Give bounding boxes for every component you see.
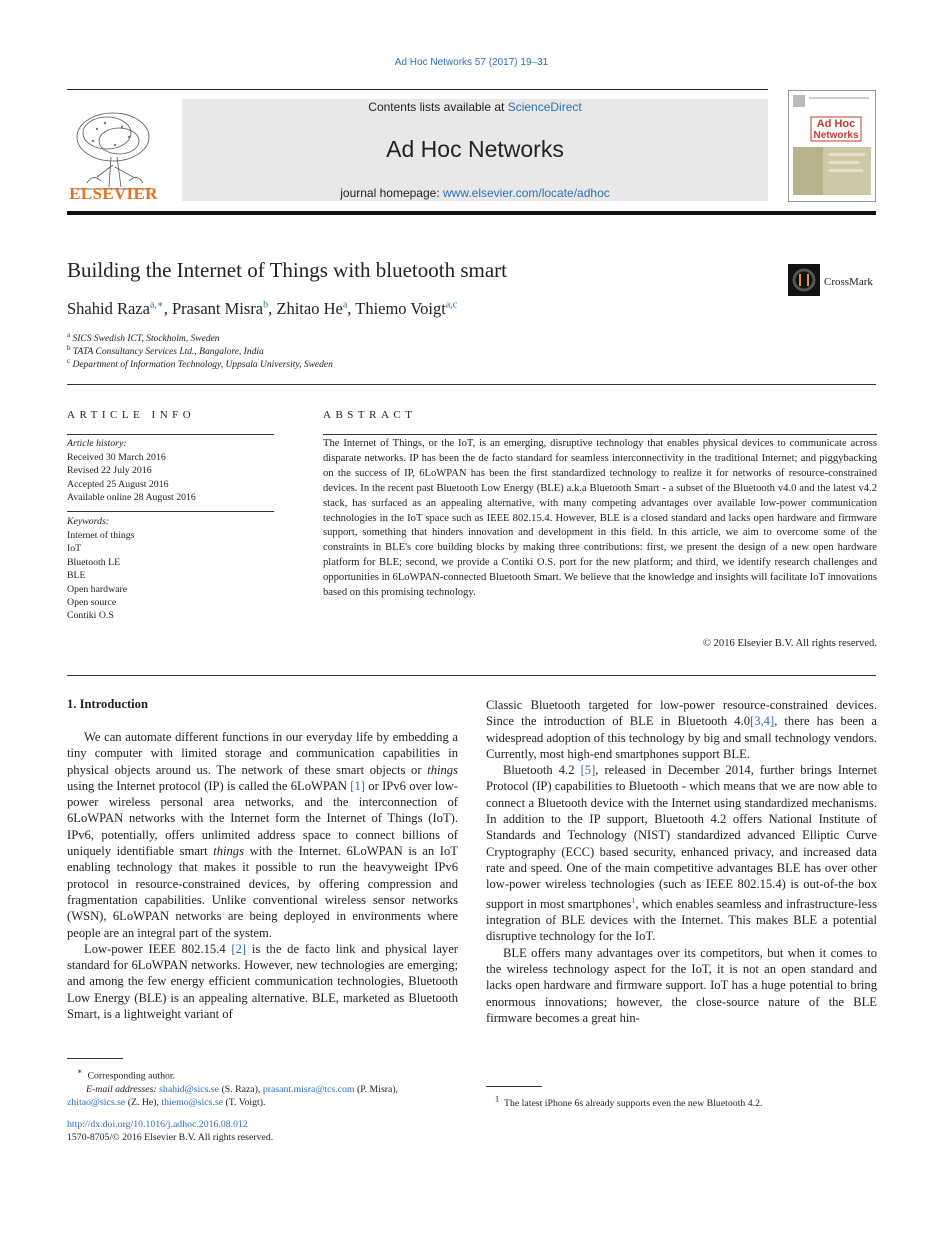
body-top-rule <box>67 675 876 676</box>
email-owner: (T. Voigt). <box>223 1097 266 1109</box>
author-name: Thiemo Voigt <box>355 299 446 318</box>
text-run-italic: things <box>213 844 245 859</box>
affiliation <box>67 331 220 344</box>
citation-link[interactable]: [5] <box>580 763 596 778</box>
affiliation-mark: a <box>67 331 71 339</box>
journal-reference[interactable]: Ad Hoc Networks 57 (2017) 19–31 <box>394 57 549 68</box>
email-link[interactable]: zhitao@sics.se <box>67 1097 126 1109</box>
text-run: is the de facto link and physical layer standard for 6LoWPAN networks. However, new technologies are emerging; and among the few energy efficient communication technologies, Bluetooth Low Energy (BLE) is an appealing alternative. BLE, marketed as Bluetooth Smart, is a lightweight variant of <box>67 941 458 1022</box>
footnote-text: Corresponding author. <box>87 1070 176 1082</box>
author-name: Zhitao He <box>276 299 343 318</box>
paragraph <box>67 729 458 941</box>
keyword-item: Open hardware <box>67 583 128 595</box>
author-name: Prasant Misra <box>171 299 264 318</box>
homepage-prefix: journal homepage: <box>340 186 443 200</box>
crossmark-label[interactable]: CrossMark <box>824 276 873 288</box>
cover-art <box>789 91 875 201</box>
author-list: Shahid Raza$^{a,∗}$, Prasant Misra$^b$, Zhitao He$^a$, Thiemo Voigt$^{a,c}$ <box>67 299 458 318</box>
text-run: Bluetooth 4.2 <box>503 763 581 778</box>
abstract-text: The Internet of Things, or the IoT, is an emerging, disruptive technology that enables physical devices to communicate across disparate networks. IP has been the de facto standard for seamless interconnectivity in the traditional Internet; and piggybacking on the success of IP, 6LoWPAN has been the first standardized technology to realize it for networks of resource-constrained devices. In the recent past Bluetooth Low Energy (BLE) a.k.a Bluetooth Smart - a subset of the Bluetooth v4.0 and the latest v4.2 stack, has surfaced as an appealing alternative, with many competing advantages over available low-power communication technologies in the IoT space such as IEEE 802.15.4. However, BLE is a closed standard and lacks open hardware and firmware support, something that hinders innovation and development in this field. In this article, we aim to overcome some of the constraints in BLE's core building blocks by making three contributions: first, we present the design of a new open hardware platform for BLE; second, we provide a Contiki O.S. port for the new platform; and third, we identify research challenges and opportunities in 6LoWPAN-connected Bluetooth Smart. We believe that the knowledge and insights will facilitate IoT innovations based on this promising technology. <box>323 438 877 599</box>
crossmark-icon[interactable] <box>788 264 820 296</box>
email-owner: (S. Raza), <box>219 1083 263 1095</box>
abstract-rule <box>323 434 877 435</box>
author-affiliation-mark[interactable]: a,c <box>445 299 458 311</box>
affiliation-mark: c <box>67 357 71 365</box>
text-run: Classic Bluetooth targeted for low-power resource-constrained devices. Since the introduction of BLE in Bluetooth 4.0 <box>486 698 877 729</box>
text-run: , released in December 2014, further brings Internet Protocol (IP) capabilities to Bluetooth - which means that we are now able to connect a Bluetooth device with the Internet using standardized mechanisms. In addition to the IP support, Bluetooth 4.2 offers National Institute of Standards and Technology (NIST) standardized advanced Elliptic Curve Cryptography (ECC) based security, enhanced privacy, and increased data rate and speed. One of the main competitive advantages BLE has over other low-power wireless technologies (such as IEEE 802.15.4) is out-of-the box support in most smartphones <box>486 763 877 911</box>
header-bottom-rule <box>67 211 876 215</box>
footnote-mark: 1 <box>495 1095 500 1104</box>
history-item: Revised 22 July 2016 <box>67 465 152 477</box>
text-run: , which enables seamless and infrastructure-less integration of BLE devices with the Internet. This makes BLE a potential disruptive technology for the IoT. <box>486 896 877 944</box>
affiliation-text: TATA Consultancy Services Ltd., Bangalore, India <box>72 347 264 358</box>
email-link[interactable]: prasant.misra@tcs.com <box>262 1083 355 1095</box>
keyword-item: Open source <box>67 597 117 609</box>
contents-line <box>182 100 768 114</box>
email-owner: (Z. He), <box>125 1097 162 1109</box>
article-info-rule <box>67 434 274 435</box>
paragraph <box>486 697 877 762</box>
keyword-item: IoT <box>67 543 82 555</box>
email-owner: (P. Misra), <box>354 1083 399 1095</box>
footnote-rule <box>67 1058 123 1059</box>
sciencedirect-link[interactable]: ScienceDirect <box>507 100 582 114</box>
doi-block <box>67 1118 273 1145</box>
text-run: , there has been a widespread adoption of this technology by big and small technology vendors. Currently, most high-end smartphones support BLE. <box>486 714 878 761</box>
header-top-rule <box>67 89 768 90</box>
footnote-text: The latest iPhone 6s already supports even the new Bluetooth 4.2. <box>503 1098 763 1110</box>
footnote-1 <box>486 1093 877 1111</box>
abstract-heading: ABSTRACT <box>323 409 417 421</box>
abstract-copyright: © 2016 Elsevier B.V. All rights reserved. <box>702 638 877 649</box>
affiliation <box>67 344 264 357</box>
keyword-item: Contiki O.S <box>67 610 114 622</box>
keywords-label: Keywords: <box>67 516 110 527</box>
text-run: BLE offers many advantages over its competitors, but when it comes to the wireless technology aspect for the IoT, it is not an open standard and lacks open hardware and firmware support. IoT has a huge potential to bring enormous innovations; however, the close-source nature of the BLE firmware becomes a great hin- <box>486 945 877 1025</box>
section-heading-introduction: 1. Introduction <box>67 697 148 711</box>
history-item: Received 30 March 2016 <box>67 452 166 463</box>
affiliation <box>67 357 333 370</box>
issn-line: 1570-8705/© 2016 Elsevier B.V. All rights reserved. <box>67 1132 274 1144</box>
text-run-italic: things <box>427 762 458 777</box>
text-run: Low-power IEEE 802.15.4 <box>84 941 232 956</box>
citation-link[interactable]: [1] <box>350 778 365 793</box>
article-title: Building the Internet of Things with bluetooth smart <box>67 258 507 282</box>
article-history-label: Article history: <box>67 438 127 449</box>
text-run: with the Internet. 6LoWPAN is an IoT enabling technology that makes it possible to run the heavyweight IPv6 protocol in resource-constrained devices, by offering compression and fragmentation capabilities. Unlike conventional wireless sensor networks (WSN), 6LoWPAN networks are being deployed in environments where people are an integral part of the system. <box>67 844 458 940</box>
keyword-item: Bluetooth LE <box>67 556 121 568</box>
email-label: E-mail addresses: <box>86 1083 157 1095</box>
paragraph <box>486 762 877 944</box>
left-column <box>67 729 458 1022</box>
author-affiliation-mark[interactable]: a,∗ <box>149 299 164 311</box>
article-info-heading: ARTICLE INFO <box>67 409 196 421</box>
homepage-link[interactable]: www.elsevier.com/locate/adhoc <box>443 186 610 200</box>
author-affiliation-mark[interactable]: b <box>263 299 269 311</box>
journal-name: Ad Hoc Networks <box>386 136 564 162</box>
journal-cover-thumbnail <box>788 90 876 202</box>
contents-prefix: Contents lists available at <box>368 100 508 114</box>
footnote-mark: ∗ <box>77 1067 83 1076</box>
citation-link[interactable]: [2] <box>231 941 247 956</box>
text-run: or IPv6 over low-power wireless personal area networks, and the interconnection of 6LoWPAN networks with the Internet form the Internet of Things (IoT). IPv6, potentially, offers unlimited address space to connect billions of uniquely identifiable smart <box>67 778 458 859</box>
paragraph <box>67 941 458 1022</box>
author-name: Shahid Raza <box>67 299 150 318</box>
cover-title-line2: Networks <box>813 130 859 141</box>
homepage-line <box>182 186 768 200</box>
email-link[interactable]: thiemo@sics.se <box>161 1097 223 1109</box>
text-run: using the Internet protocol (IP) is called the 6LoWPAN <box>67 778 351 793</box>
right-footnote-rule <box>486 1086 542 1087</box>
affiliation-mark: b <box>67 344 71 352</box>
keyword-item: BLE <box>67 570 86 582</box>
cover-title-line1: Ad Hoc <box>816 118 856 130</box>
history-item: Available online 28 August 2016 <box>67 492 196 504</box>
keywords-list <box>67 529 134 623</box>
elsevier-wordmark: ELSEVIER <box>69 184 158 203</box>
title-block-rule <box>67 384 876 385</box>
history-item: Accepted 25 August 2016 <box>67 478 169 490</box>
doi-link[interactable]: http://dx.doi.org/10.1016/j.adhoc.2016.08.012 <box>67 1119 248 1130</box>
footnote-mark[interactable]: 1 <box>631 895 636 905</box>
article-history-list <box>67 451 196 505</box>
affiliation-text: SICS Swedish ICT, Stockholm, Sweden <box>72 334 220 345</box>
keyword-item: Internet of things <box>67 530 135 541</box>
author-affiliation-mark[interactable]: a <box>342 299 348 311</box>
affiliation-text: Department of Information Technology, Uppsala University, Sweden <box>72 360 333 371</box>
corresponding-footnote <box>67 1065 458 1109</box>
paragraph <box>486 945 877 1026</box>
text-run: We can automate different functions in our everyday life by embedding a tiny computer with limited storage and communication capabilities in physical objects around us. The network of these smart objects or <box>67 730 458 777</box>
right-column <box>486 697 877 1026</box>
citation-link[interactable]: [3,4] <box>750 714 775 729</box>
keywords-rule <box>67 511 274 512</box>
email-link[interactable]: shahid@sics.se <box>159 1083 220 1095</box>
